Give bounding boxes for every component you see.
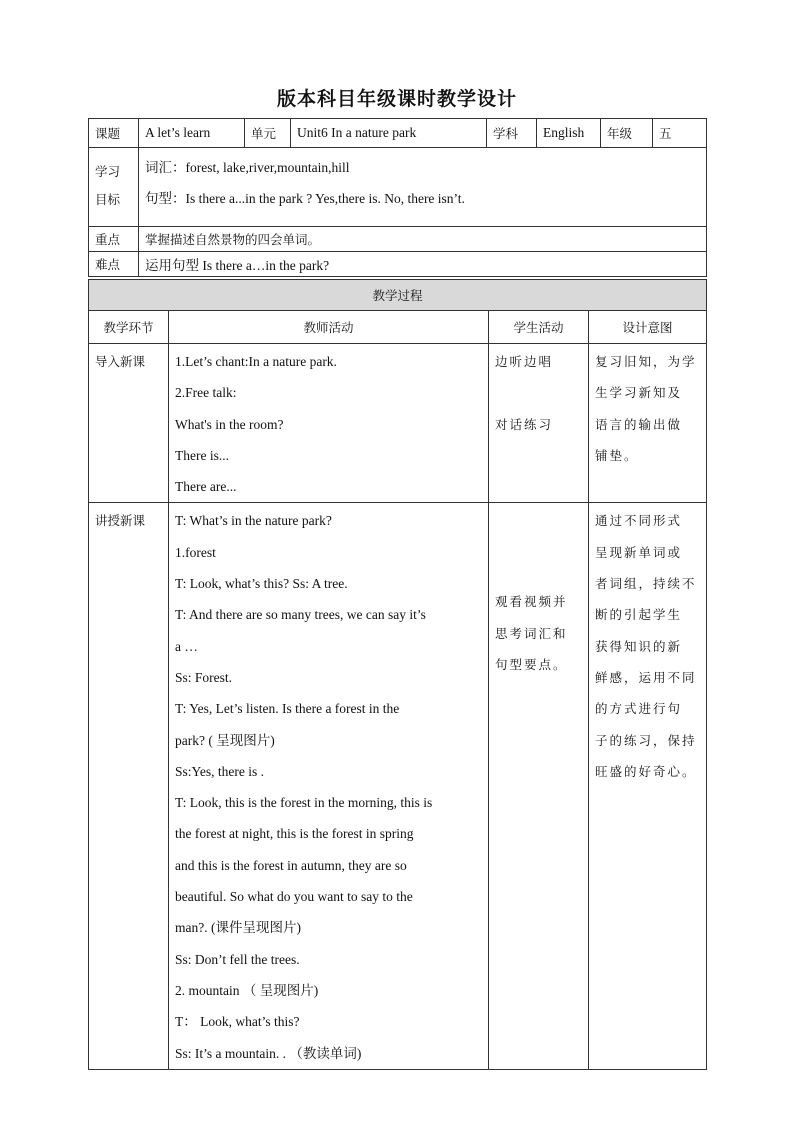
- unit-label: 单元: [245, 119, 291, 148]
- goals-pattern: 句型：Is there a...in the park ? Yes,there is. No, there isn’t.: [145, 191, 465, 206]
- text-line: 通过不同形式: [595, 513, 683, 529]
- topic-value: A let’s learn: [139, 119, 245, 148]
- key-point-label: 重点: [89, 227, 139, 252]
- text-line: 语言的输出做: [595, 416, 683, 432]
- text-line: What's in the room?: [175, 416, 284, 432]
- teacher-activity-new-lesson: [169, 503, 489, 1069]
- text-line: Ss: It’s a mountain. . （教读单词): [175, 1045, 362, 1061]
- text-line: 对话练习: [495, 416, 554, 432]
- text-line: man?. (课件呈现图片): [175, 920, 301, 936]
- process-table: [88, 279, 707, 1070]
- stage-intro: 导入新课: [89, 344, 169, 503]
- text-line: 思考词汇和: [495, 625, 568, 641]
- text-line: 获得知识的新: [595, 638, 683, 654]
- text-line: a …: [175, 638, 198, 654]
- text-line: 句型要点。: [495, 657, 568, 673]
- text-line: Ss:Yes, there is .: [175, 763, 265, 779]
- teacher-activity-intro: [169, 344, 489, 503]
- text-line: 的方式进行句: [595, 701, 683, 717]
- text-line: 复习旧知，为学: [595, 354, 697, 369]
- text-line: 2.Free talk:: [175, 385, 237, 401]
- blank-line: [495, 377, 582, 408]
- design-intent-intro: [589, 344, 707, 503]
- process-heading: 教学过程: [89, 280, 707, 311]
- text-line: park? ( 呈现图片): [175, 732, 275, 748]
- text-line: 鲜感，运用不同: [595, 669, 697, 685]
- text-line: 断的引起学生: [595, 607, 683, 623]
- col-student-header: 学生活动: [489, 311, 589, 344]
- text-line: There are...: [175, 479, 237, 495]
- document-title: 版本科目年级课时教学设计: [276, 88, 517, 110]
- text-line: beautiful. So what do you want to say to the: [175, 889, 413, 905]
- student-activity-intro: [489, 344, 589, 503]
- text-line: T： Look, what’s this?: [175, 1014, 300, 1030]
- col-intent-header: 设计意图: [589, 311, 707, 344]
- unit-value: Unit6 In a nature park: [291, 119, 487, 148]
- text-line: and this is the forest in autumn, they are so: [175, 857, 407, 873]
- text-line: 呈现新单词或: [595, 544, 683, 560]
- text-line: 铺垫。: [595, 447, 639, 463]
- text-line: Ss: Don’t fell the trees.: [175, 951, 300, 967]
- text-line: the forest at night, this is the forest in spring: [175, 826, 414, 842]
- text-line: There is...: [175, 447, 229, 463]
- goals-content: [139, 148, 707, 227]
- grade-value: 五: [653, 119, 707, 148]
- student-activity-new-lesson: [489, 503, 589, 1069]
- text-line: Ss: Forest.: [175, 669, 233, 685]
- goals-label-line-2: 目标: [95, 192, 121, 207]
- design-intent-new-lesson: [589, 503, 707, 1069]
- info-table: [88, 118, 707, 277]
- text-line: T: Yes, Let’s listen. Is there a forest in the: [175, 701, 400, 717]
- text-line: 子的练习，保持: [595, 732, 697, 748]
- subject-value: English: [537, 119, 601, 148]
- topic-label: 课题: [89, 119, 139, 148]
- text-line: T: And there are so many trees, we can say it’s: [175, 607, 426, 623]
- col-teacher-header: 教师活动: [169, 311, 489, 344]
- stage-new-lesson: 讲授新课: [89, 503, 169, 1069]
- col-stage-header: 教学环节: [89, 311, 169, 344]
- difficulty-text: 运用句型 Is there a…in the park?: [139, 252, 707, 277]
- text-line: 1.Let’s chant:In a nature park.: [175, 354, 337, 369]
- text-line: T: Look, this is the forest in the morning, this is: [175, 795, 433, 811]
- text-line: 生学习新知及: [595, 385, 683, 401]
- text-line: 者词组，持续不: [595, 576, 697, 592]
- goals-vocab: 词汇：forest, lake,river,mountain,hill: [145, 160, 350, 175]
- text-line: 1.forest: [175, 544, 216, 560]
- text-line: 观看视频并: [495, 594, 568, 610]
- text-line: 2. mountain （ 呈现图片): [175, 982, 319, 998]
- goals-label: [89, 148, 139, 227]
- text-line: 边听边唱: [495, 354, 554, 369]
- grade-label: 年级: [601, 119, 653, 148]
- text-line: T: What’s in the nature park?: [175, 513, 332, 529]
- key-point-text: 掌握描述自然景物的四会单词。: [139, 227, 707, 252]
- goals-label-line-1: 学习: [95, 164, 121, 179]
- text-line: T: Look, what’s this? Ss: A tree.: [175, 576, 348, 592]
- subject-label: 学科: [487, 119, 537, 148]
- difficulty-label: 难点: [89, 252, 139, 277]
- text-line: 旺盛的好奇心。: [595, 763, 697, 779]
